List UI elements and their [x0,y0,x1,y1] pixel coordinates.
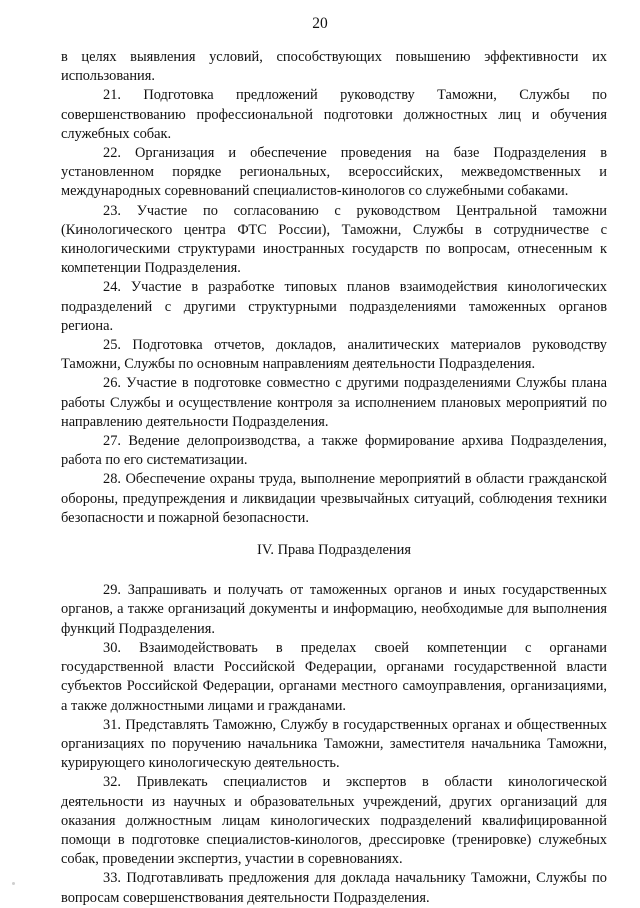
paragraph-31: 31. Представлять Таможню, Службу в государственных органах и общественных организациях по поручению начальника Таможни, заместителя начальника Таможни, курирующего кинологическую деятельность. [61,716,607,772]
paragraph-32: 32. Привлекать специалистов и экспертов в области кинологической деятельности из научных и образовательных учреждений, других организаций для оказания должностным лицам кинологических подразделений квалифицированной помощи в подготовке специалистов-кинологов, дрессировке (тренировке) служебных собак, проведении экспертиз, участии в соревнованиях. [61,774,607,868]
paragraphs-before-section [61,48,607,528]
scan-speck [12,882,15,885]
page-number: 20 [312,15,328,32]
paragraph-25: 25. Подготовка отчетов, докладов, аналитических материалов руководству Таможни, Службы по основным направлениям деятельности Подразделения. [61,337,607,373]
paragraph-30: 30. Взаимодействовать в пределах своей компетенции с органами государственной власти Российской Федерации, органами государственной власти субъектов Российской Федерации, органами местного самоуправления, организациями, а также должностными лицами и гражданами. [61,639,607,714]
paragraph-22: 22. Организация и обеспечение проведения на базе Подразделения в установленном порядке региональных, всероссийских, межведомственных и международных соревнований специалистов-кинологов со служебными собаками. [61,145,607,200]
paragraph-24: 24. Участие в разработке типовых планов взаимодействия кинологических подразделений с другими структурными подразделениями таможенных органов региона. [61,279,607,334]
paragraph-27: 27. Ведение делопроизводства, а также формирование архива Подразделения, работа по его систематизации. [61,433,607,469]
paragraph-28: 28. Обеспечение охраны труда, выполнение мероприятий в области гражданской обороны, предупреждения и ликвидации чрезвычайных ситуаций, соблюдения техники безопасности и пожарной безопасности. [61,471,607,526]
paragraph-29: 29. Запрашивать и получать от таможенных органов и иных государственных органов, а также организаций документы и информацию, необходимые для выполнения функций Подразделения. [61,582,607,637]
paragraph-23: 23. Участие по согласованию с руководством Центральной таможни (Кинологического центра ФТС России), Таможни, Службы в сотрудничестве с кинологическими структурами иностранных государств по вопросам, отнесенным к компетенции Подразделения. [61,202,607,277]
paragraph-33: 33. Подготавливать предложения для доклада начальнику Таможни, Службы по вопросам совершенствования деятельности Подразделения. [61,870,607,906]
section-heading: IV. Права Подразделения [257,542,411,559]
paragraphs-after-section [61,581,607,907]
paragraph-continuation: в целях выявления условий, способствующих повышению эффективности их использования. [61,49,607,85]
paragraph-26: 26. Участие в подготовке совместно с другими подразделениями Службы плана работы Службы и осуществление контроля за исполнением плановых мероприятий по направлению деятельности Подразделения. [61,375,607,430]
document-body [61,48,607,908]
paragraph-21: 21. Подготовка предложений руководству Таможни, Службы по совершенствованию профессиональной подготовки должностных лиц и обучения служебных собак. [61,87,607,142]
